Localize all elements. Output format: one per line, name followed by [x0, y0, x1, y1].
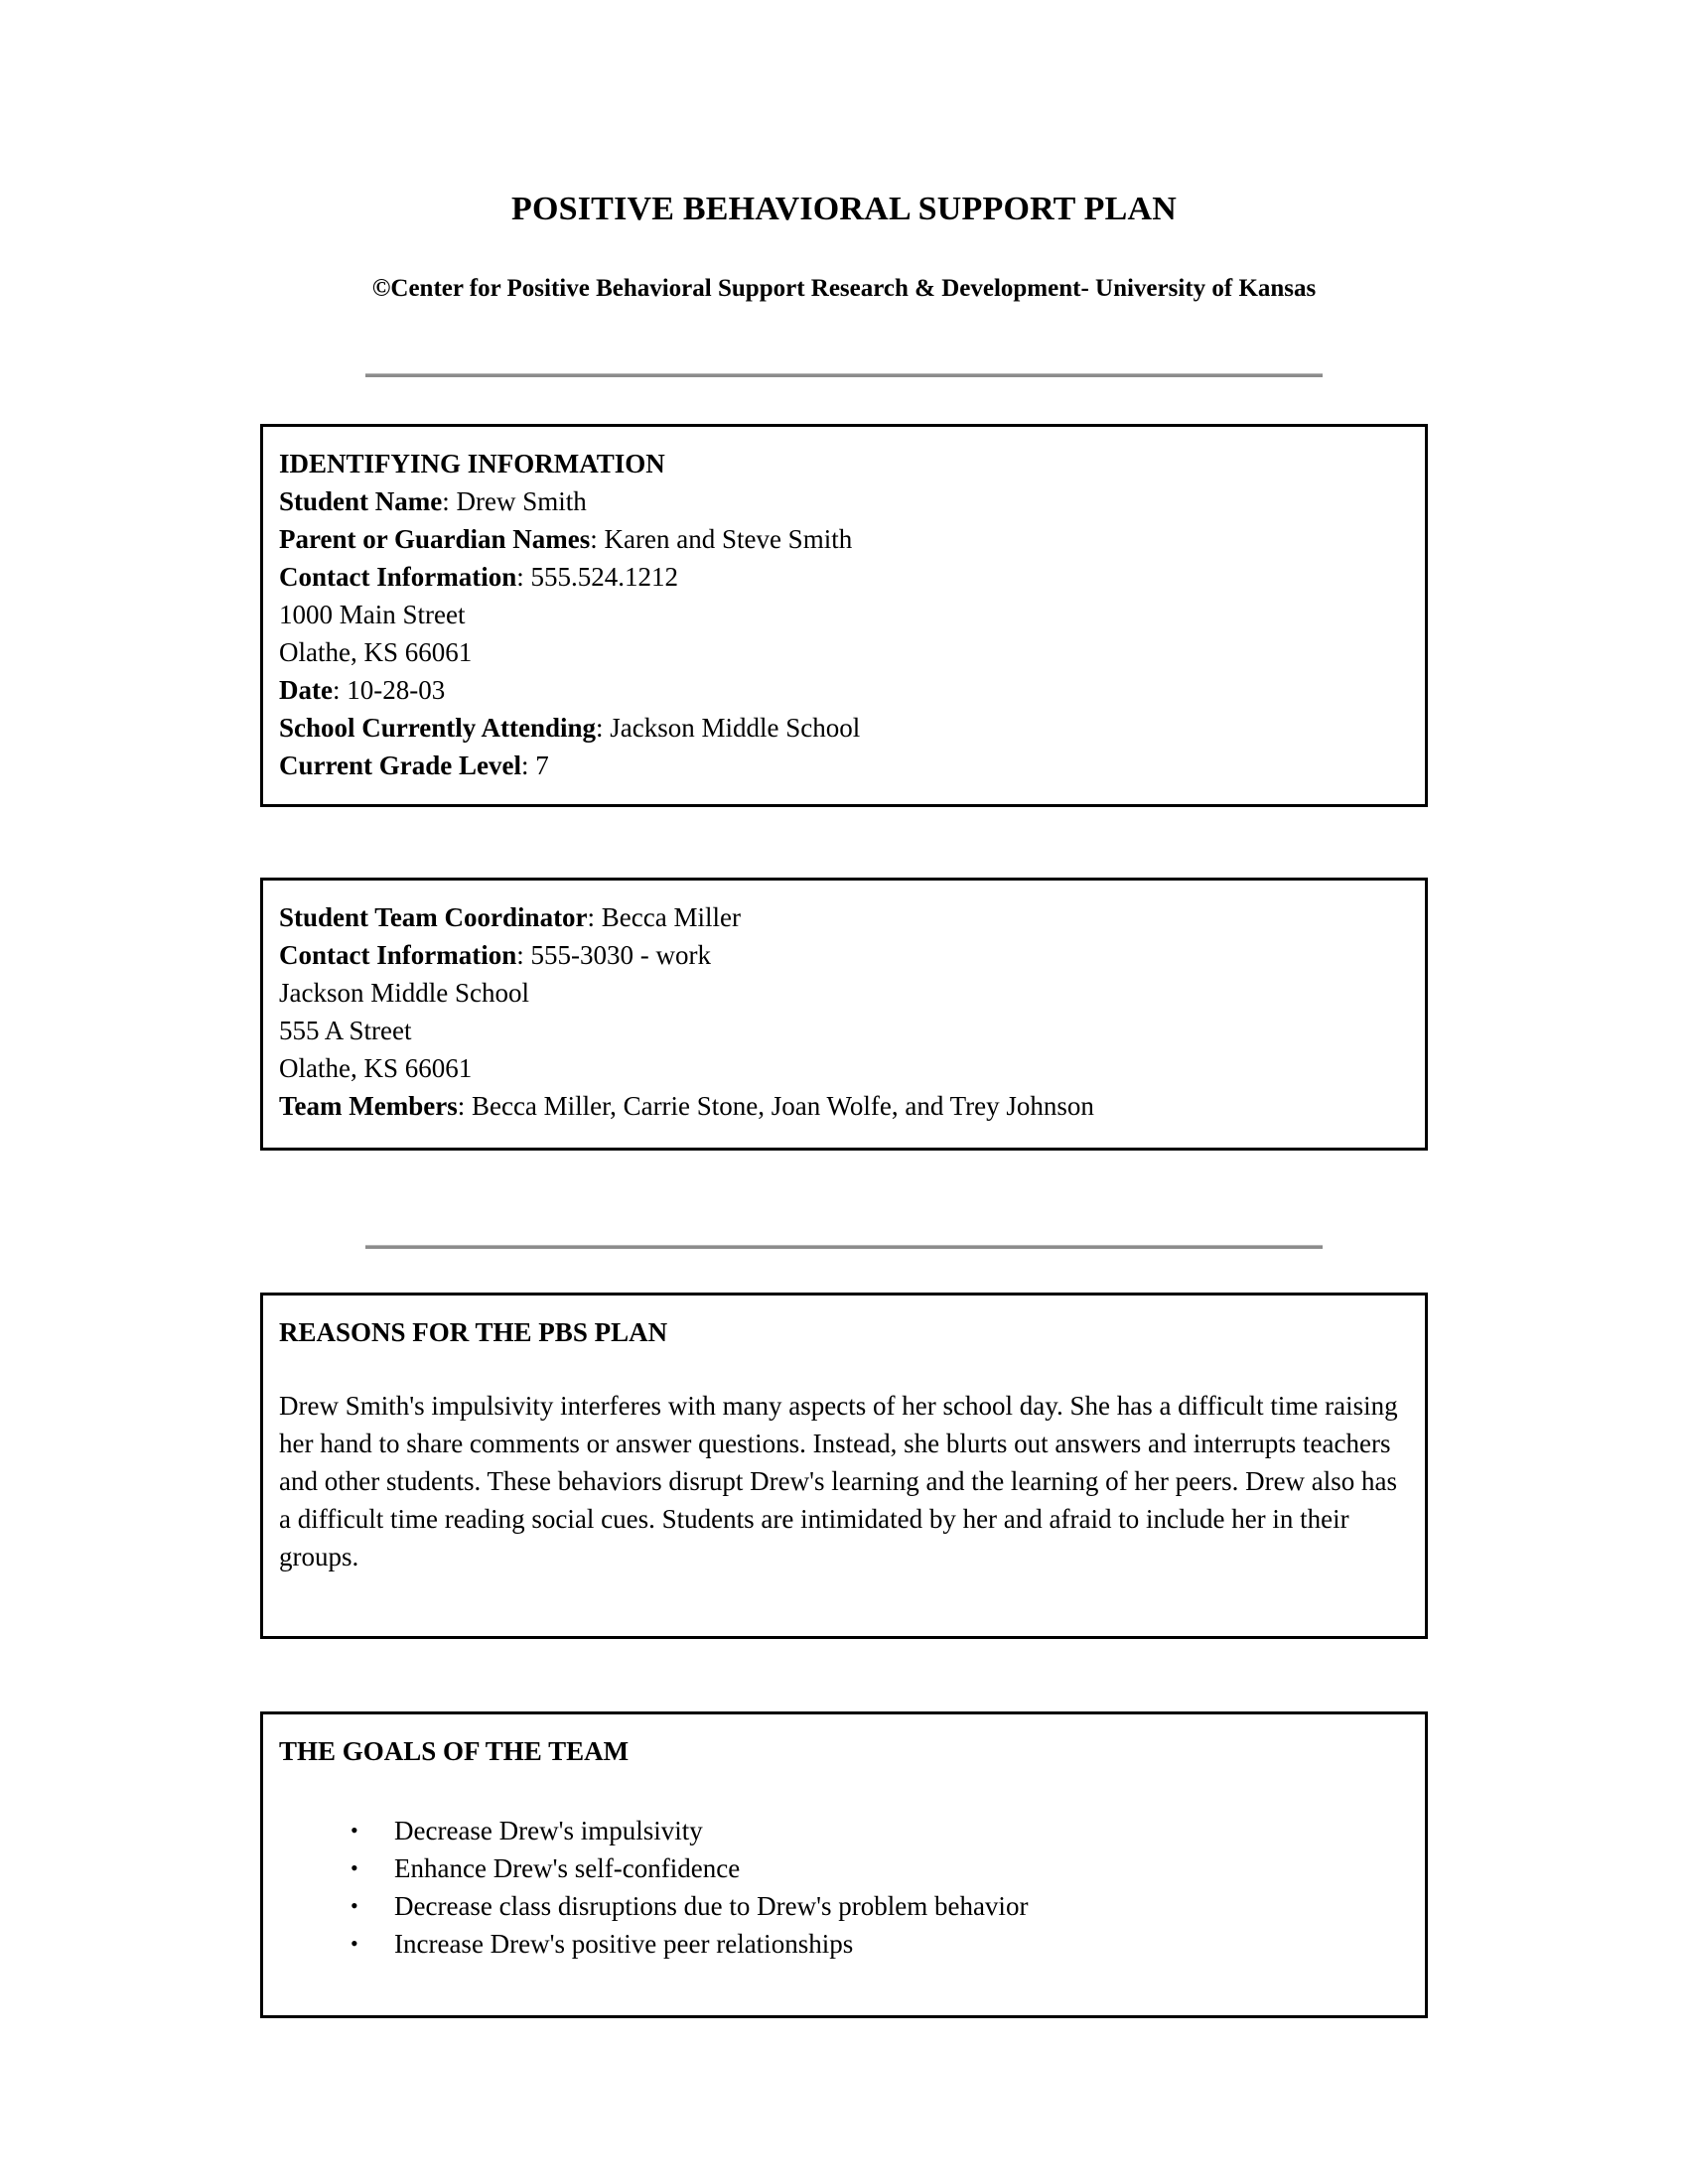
- goals-content: [263, 1714, 1425, 1977]
- field-value: : Becca Miller: [587, 902, 741, 932]
- field-value: : 555.524.1212: [516, 562, 678, 592]
- field-value: Jackson Middle School: [279, 978, 529, 1008]
- list-item-label: Increase Drew's positive peer relationships: [394, 1929, 854, 1959]
- goals-box: [260, 1711, 1428, 2018]
- goals-heading: THE GOALS OF THE TEAM: [279, 1736, 630, 1766]
- field-value: : 10-28-03: [332, 675, 446, 705]
- identifying-information-content: [263, 427, 1425, 798]
- field-coordinator-school: [279, 974, 1409, 1012]
- reasons-paragraph: Drew Smith's impulsivity interferes with many aspects of her school day. She has a difficult time raising her hand to share comments or answer questions. Instead, she blurts out answers and interrupts teachers and other students. These behaviors disrupt Drew's learning and the learning of her peers. Drew also has a difficult time reading social cues. Students are intimidated by her and afraid to include her in their groups.: [279, 1391, 1398, 1571]
- list-item: [279, 1887, 1409, 1925]
- bullet-icon: •: [351, 1818, 358, 1843]
- field-coordinator-contact-information: [279, 936, 1409, 974]
- list-item: [279, 1925, 1409, 1963]
- field-parent-guardian-names: [279, 520, 1409, 558]
- field-value: 1000 Main Street: [279, 600, 466, 629]
- field-label: Parent or Guardian Names: [279, 524, 591, 554]
- field-city-state-zip: [279, 633, 1409, 671]
- field-student-team-coordinator: [279, 898, 1409, 936]
- goals-list: [279, 1812, 1409, 1963]
- field-label: School Currently Attending: [279, 713, 597, 743]
- bullet-icon: •: [351, 1931, 358, 1956]
- copyright-subtitle: ©Center for Positive Behavioral Support Research & Development- University of Kansas: [371, 275, 1317, 302]
- field-date: [279, 671, 1409, 709]
- identifying-information-heading: IDENTIFYING INFORMATION: [279, 449, 665, 478]
- field-school-currently-attending: [279, 709, 1409, 747]
- list-item: [279, 1812, 1409, 1849]
- field-value: Olathe, KS 66061: [279, 1053, 473, 1083]
- field-coordinator-street-address: [279, 1012, 1409, 1049]
- bullet-icon: •: [351, 1855, 358, 1880]
- field-label: Contact Information: [279, 562, 517, 592]
- field-student-name: [279, 482, 1409, 520]
- list-item: [279, 1849, 1409, 1887]
- field-value: : Karen and Steve Smith: [590, 524, 853, 554]
- list-item-label: Decrease class disruptions due to Drew's problem behavior: [394, 1891, 1029, 1921]
- list-item-label: Decrease Drew's impulsivity: [394, 1816, 703, 1845]
- field-current-grade-level: [279, 747, 1409, 784]
- bullet-icon: •: [351, 1893, 358, 1918]
- reasons-heading: REASONS FOR THE PBS PLAN: [279, 1317, 668, 1347]
- reasons-box: [260, 1293, 1428, 1639]
- divider-top: [365, 373, 1323, 377]
- reasons-content: [263, 1296, 1425, 1589]
- divider-middle: [365, 1245, 1323, 1249]
- field-value: : 555-3030 - work: [516, 940, 711, 970]
- team-information-content: [263, 881, 1425, 1139]
- team-information-box: [260, 878, 1428, 1151]
- field-value: : Jackson Middle School: [596, 713, 861, 743]
- field-value: 555 A Street: [279, 1016, 412, 1045]
- field-contact-information: [279, 558, 1409, 596]
- field-label: Student Name: [279, 486, 443, 516]
- field-street-address: [279, 596, 1409, 633]
- field-value: : Drew Smith: [442, 486, 587, 516]
- field-team-members: [279, 1087, 1409, 1125]
- field-label: Contact Information: [279, 940, 517, 970]
- field-label: Date: [279, 675, 333, 705]
- page-title: POSITIVE BEHAVIORAL SUPPORT PLAN: [511, 191, 1177, 227]
- list-item-label: Enhance Drew's self-confidence: [394, 1853, 741, 1883]
- field-label: Student Team Coordinator: [279, 902, 588, 932]
- identifying-information-box: [260, 424, 1428, 807]
- field-value: : 7: [520, 751, 549, 780]
- field-label: Current Grade Level: [279, 751, 521, 780]
- field-coordinator-city-state-zip: [279, 1049, 1409, 1087]
- field-value: : Becca Miller, Carrie Stone, Joan Wolfe, and Trey Johnson: [457, 1091, 1094, 1121]
- field-label: Team Members: [279, 1091, 458, 1121]
- field-value: Olathe, KS 66061: [279, 637, 473, 667]
